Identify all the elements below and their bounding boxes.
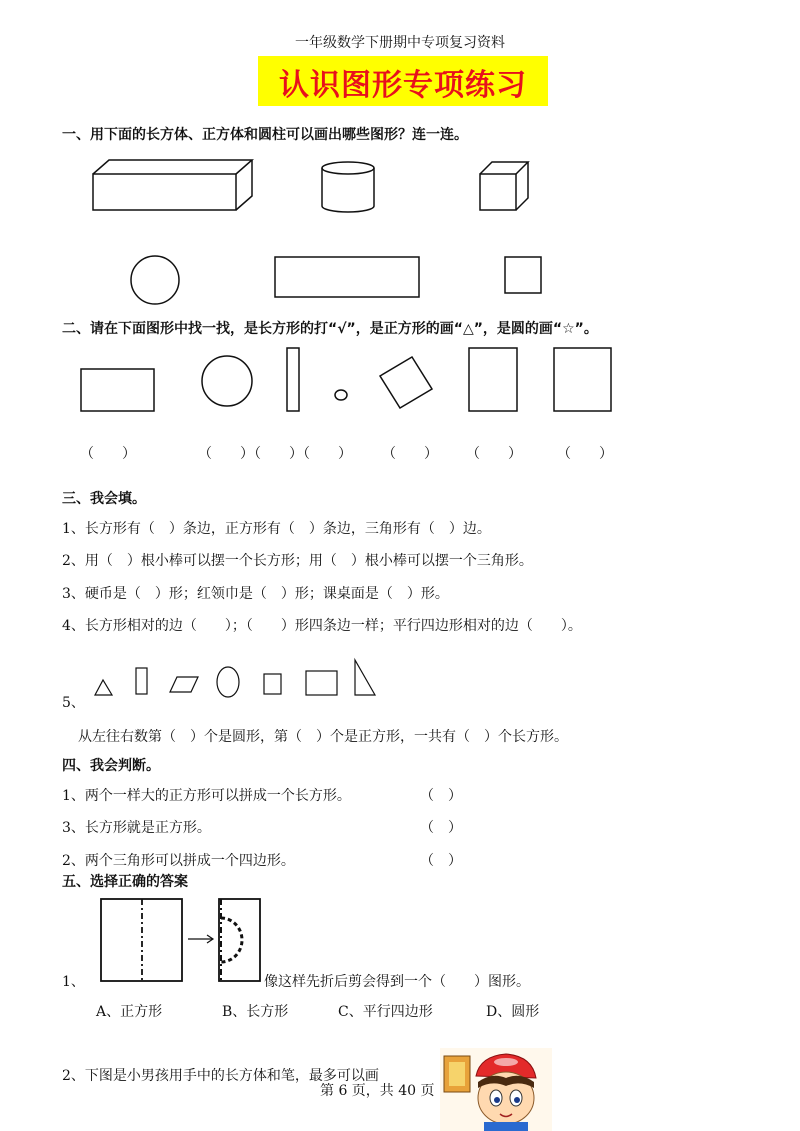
s4-item-3: 2、两个三角形可以拼成一个四边形。 — [62, 853, 295, 869]
section1-title: 一、用下面的长方体、正方体和圆柱可以画出哪些图形？连一连。 — [62, 127, 468, 143]
page-title: 认识图形专项练习 — [279, 68, 527, 103]
section4-title: 四、我会判断。 — [62, 758, 160, 774]
answer-paren-5[interactable]: （ ） — [557, 446, 613, 462]
option-d[interactable]: D、圆形 — [486, 1004, 540, 1020]
arrow-icon — [188, 935, 213, 943]
answer-paren-2[interactable]: （ ）（ ）（ ） — [198, 446, 352, 462]
answer-paren-3[interactable]: （ ） — [382, 446, 438, 462]
s4-item-3-paren[interactable]: （ ） — [420, 853, 462, 869]
s5-question-1-text: 像这样先折后剪会得到一个（ ）图形。 — [264, 974, 530, 990]
answer-paren-4[interactable]: （ ） — [466, 446, 522, 462]
answer-paren-1[interactable]: （ ） — [80, 446, 136, 462]
s5-question-1-number: 1、 — [62, 974, 85, 990]
s5-question-2: 2、下图是小男孩用手中的长方体和笔，最多可以画 — [62, 1068, 379, 1084]
half-paper — [219, 899, 260, 981]
page-footer: 第 6 页，共 40 页 — [320, 1083, 435, 1099]
cut-semicircle — [221, 918, 242, 962]
section2-title: 二、请在下面图形中找一找，是长方形的打“√”，是正方形的画“△”，是圆的画“☆”。 — [62, 321, 598, 337]
s4-item-1: 1、两个一样大的正方形可以拼成一个长方形。 — [62, 788, 351, 804]
section5-title: 五、选择正确的答案 — [62, 874, 188, 890]
s3-question-3: 3、硬币是（ ）形；红领巾是（ ）形；课桌面是（ ）形。 — [62, 586, 449, 602]
section3-title: 三、我会填。 — [62, 491, 146, 507]
option-b[interactable]: B、长方形 — [222, 1004, 289, 1020]
s4-item-2: 3、长方形就是正方形。 — [62, 820, 211, 836]
page-header: 一年级数学下册期中专项复习资料 — [295, 35, 505, 51]
s3-question-5-number: 5、 — [62, 695, 85, 711]
s3-question-5-text: 从左往右数第（ ）个是圆形，第（ ）个是正方形，一共有（ ）个长方形。 — [78, 729, 568, 745]
s4-item-1-paren[interactable]: （ ） — [420, 788, 462, 804]
s4-item-2-paren[interactable]: （ ） — [420, 820, 462, 836]
folded-paper — [101, 899, 182, 981]
s3-question-1: 1、长方形有（ ）条边，正方形有（ ）条边，三角形有（ ）边。 — [62, 521, 491, 537]
s3-question-4: 4、长方形相对的边（ ）；（ ）形四条边一样；平行四边形相对的边（ ）。 — [62, 618, 582, 634]
cartoon-boy-image — [440, 1048, 552, 1131]
s3-question-2: 2、用（ ）根小棒可以摆一个长方形；用（ ）根小棒可以摆一个三角形。 — [62, 553, 533, 569]
option-c[interactable]: C、平行四边形 — [338, 1004, 433, 1020]
option-a[interactable]: A、正方形 — [96, 1004, 163, 1020]
